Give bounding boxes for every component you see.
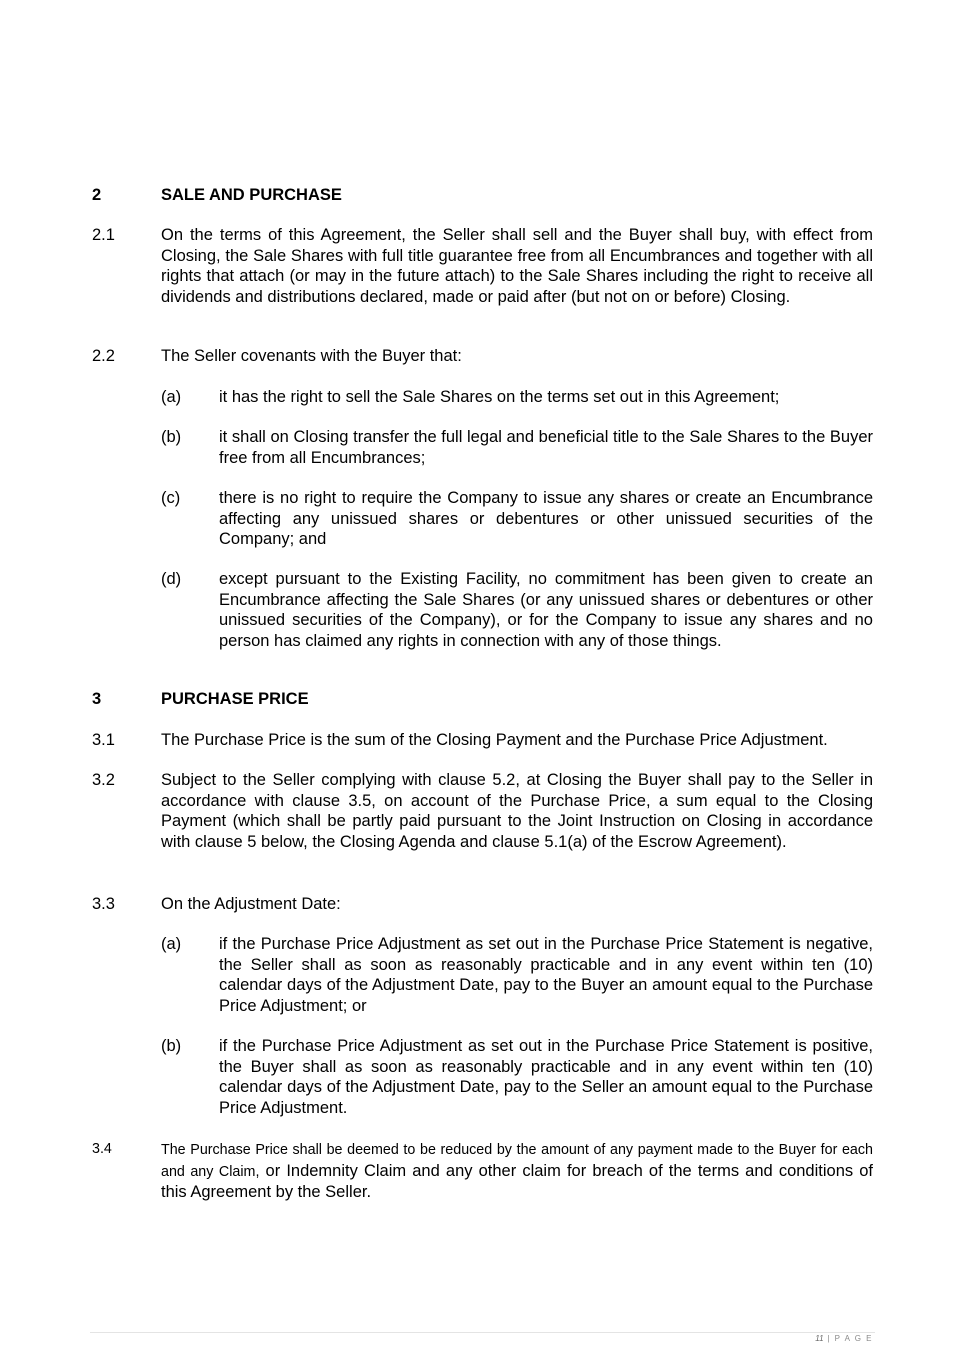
clause-2-2-number: 2.2 <box>92 347 115 365</box>
section-2-number: 2 <box>92 186 102 204</box>
page-number: 11 <box>815 1334 824 1343</box>
page-footer <box>815 1334 873 1343</box>
footer-separator: | <box>827 1334 831 1343</box>
page-label: P A G E <box>834 1334 873 1343</box>
clause-3-3-b-text: if the Purchase Price Adjustment as set out in the Purchase Price Statement is positive, the Buyer shall as soon as reasonably practicable and in any event within ten (10) calendar days of the Adjustment Date, pay to the Seller an amount equal to the Purchase Price Adjustment. <box>219 1037 873 1118</box>
clause-2-1-text: On the terms of this Agreement, the Seller shall sell and the Buyer shall buy, with effect from Closing, the Sale Shares with full title guarantee free from all Encumbrances and together with all rights that attach (or may in the future attach) to the Sale Shares including the right to receive all dividends and distributions declared, made or paid after (but not on or before) Closing. <box>161 226 873 307</box>
clause-3-2-number: 3.2 <box>92 771 115 789</box>
clause-3-3-number: 3.3 <box>92 895 115 913</box>
clause-3-3-a-label: (a) <box>161 935 182 953</box>
clause-3-2-text: Subject to the Seller complying with clause 5.2, at Closing the Buyer shall pay to the Seller in accordance with clause 3.5, on account of the Purchase Price, a sum equal to the Closing Payment (which shall be partly paid pursuant to the Joint Instruction on Closing in accordance with clause 5 below, the Closing Agenda and clause 5.1(a) of the Escrow Agreement). <box>161 771 873 852</box>
clause-3-3-a-text: if the Purchase Price Adjustment as set out in the Purchase Price Statement is negative, the Seller shall as soon as reasonably practicable and in any event within ten (10) calendar days of the Adjustment Date, pay to the Buyer an amount equal to the Purchase Price Adjustment; or <box>219 935 873 1016</box>
clause-2-2-c-text: there is no right to require the Company to issue any shares or create an Encumbrance affecting any unissued shares or debentures or other unissued securities of the Company; and <box>219 489 873 549</box>
section-2-title: SALE AND PURCHASE <box>161 186 342 204</box>
clause-2-2-a-label: (a) <box>161 388 182 406</box>
clause-2-1-number: 2.1 <box>92 226 115 244</box>
clause-3-1-text: The Purchase Price is the sum of the Closing Payment and the Purchase Price Adjustment. <box>161 731 828 749</box>
clause-2-2-text: The Seller covenants with the Buyer that: <box>161 347 462 365</box>
clause-2-2-d-text: except pursuant to the Existing Facility, no commitment has been given to create an Encumbrance affecting the Sale Shares (or any unissued shares or debentures or other unissued securities of the Company), or for the Company to issue any shares and no person has claimed any rights in connection with any of those things. <box>219 570 873 651</box>
section-3-title: PURCHASE PRICE <box>161 690 309 708</box>
clause-3-3-b-label: (b) <box>161 1037 182 1055</box>
clause-2-2-b-text: it shall on Closing transfer the full legal and beneficial title to the Sale Shares to the Buyer free from all Encumbrances; <box>219 428 873 467</box>
clause-3-3-text: On the Adjustment Date: <box>161 895 341 913</box>
section-3-number: 3 <box>92 690 102 708</box>
clause-2-2-d-label: (d) <box>161 570 182 588</box>
footer-divider <box>90 1332 875 1333</box>
clause-3-4-number: 3.4 <box>92 1141 112 1157</box>
clause-2-2-b-label: (b) <box>161 428 182 446</box>
clause-2-2-c-label: (c) <box>161 489 181 507</box>
clause-3-4-text <box>161 1139 873 1203</box>
clause-3-4-text-small: The Purchase Price shall be deemed to be reduced by the amount of any payment made to the Buyer for each and any Claim, <box>161 1142 873 1180</box>
clause-3-4-text-regular: or Indemnity Claim and any other claim for breach of the terms and conditions of this Agreement by the Seller. <box>161 1161 874 1202</box>
clause-2-2-a-text: it has the right to sell the Sale Shares on the terms set out in this Agreement; <box>219 388 780 406</box>
clause-3-1-number: 3.1 <box>92 731 115 749</box>
